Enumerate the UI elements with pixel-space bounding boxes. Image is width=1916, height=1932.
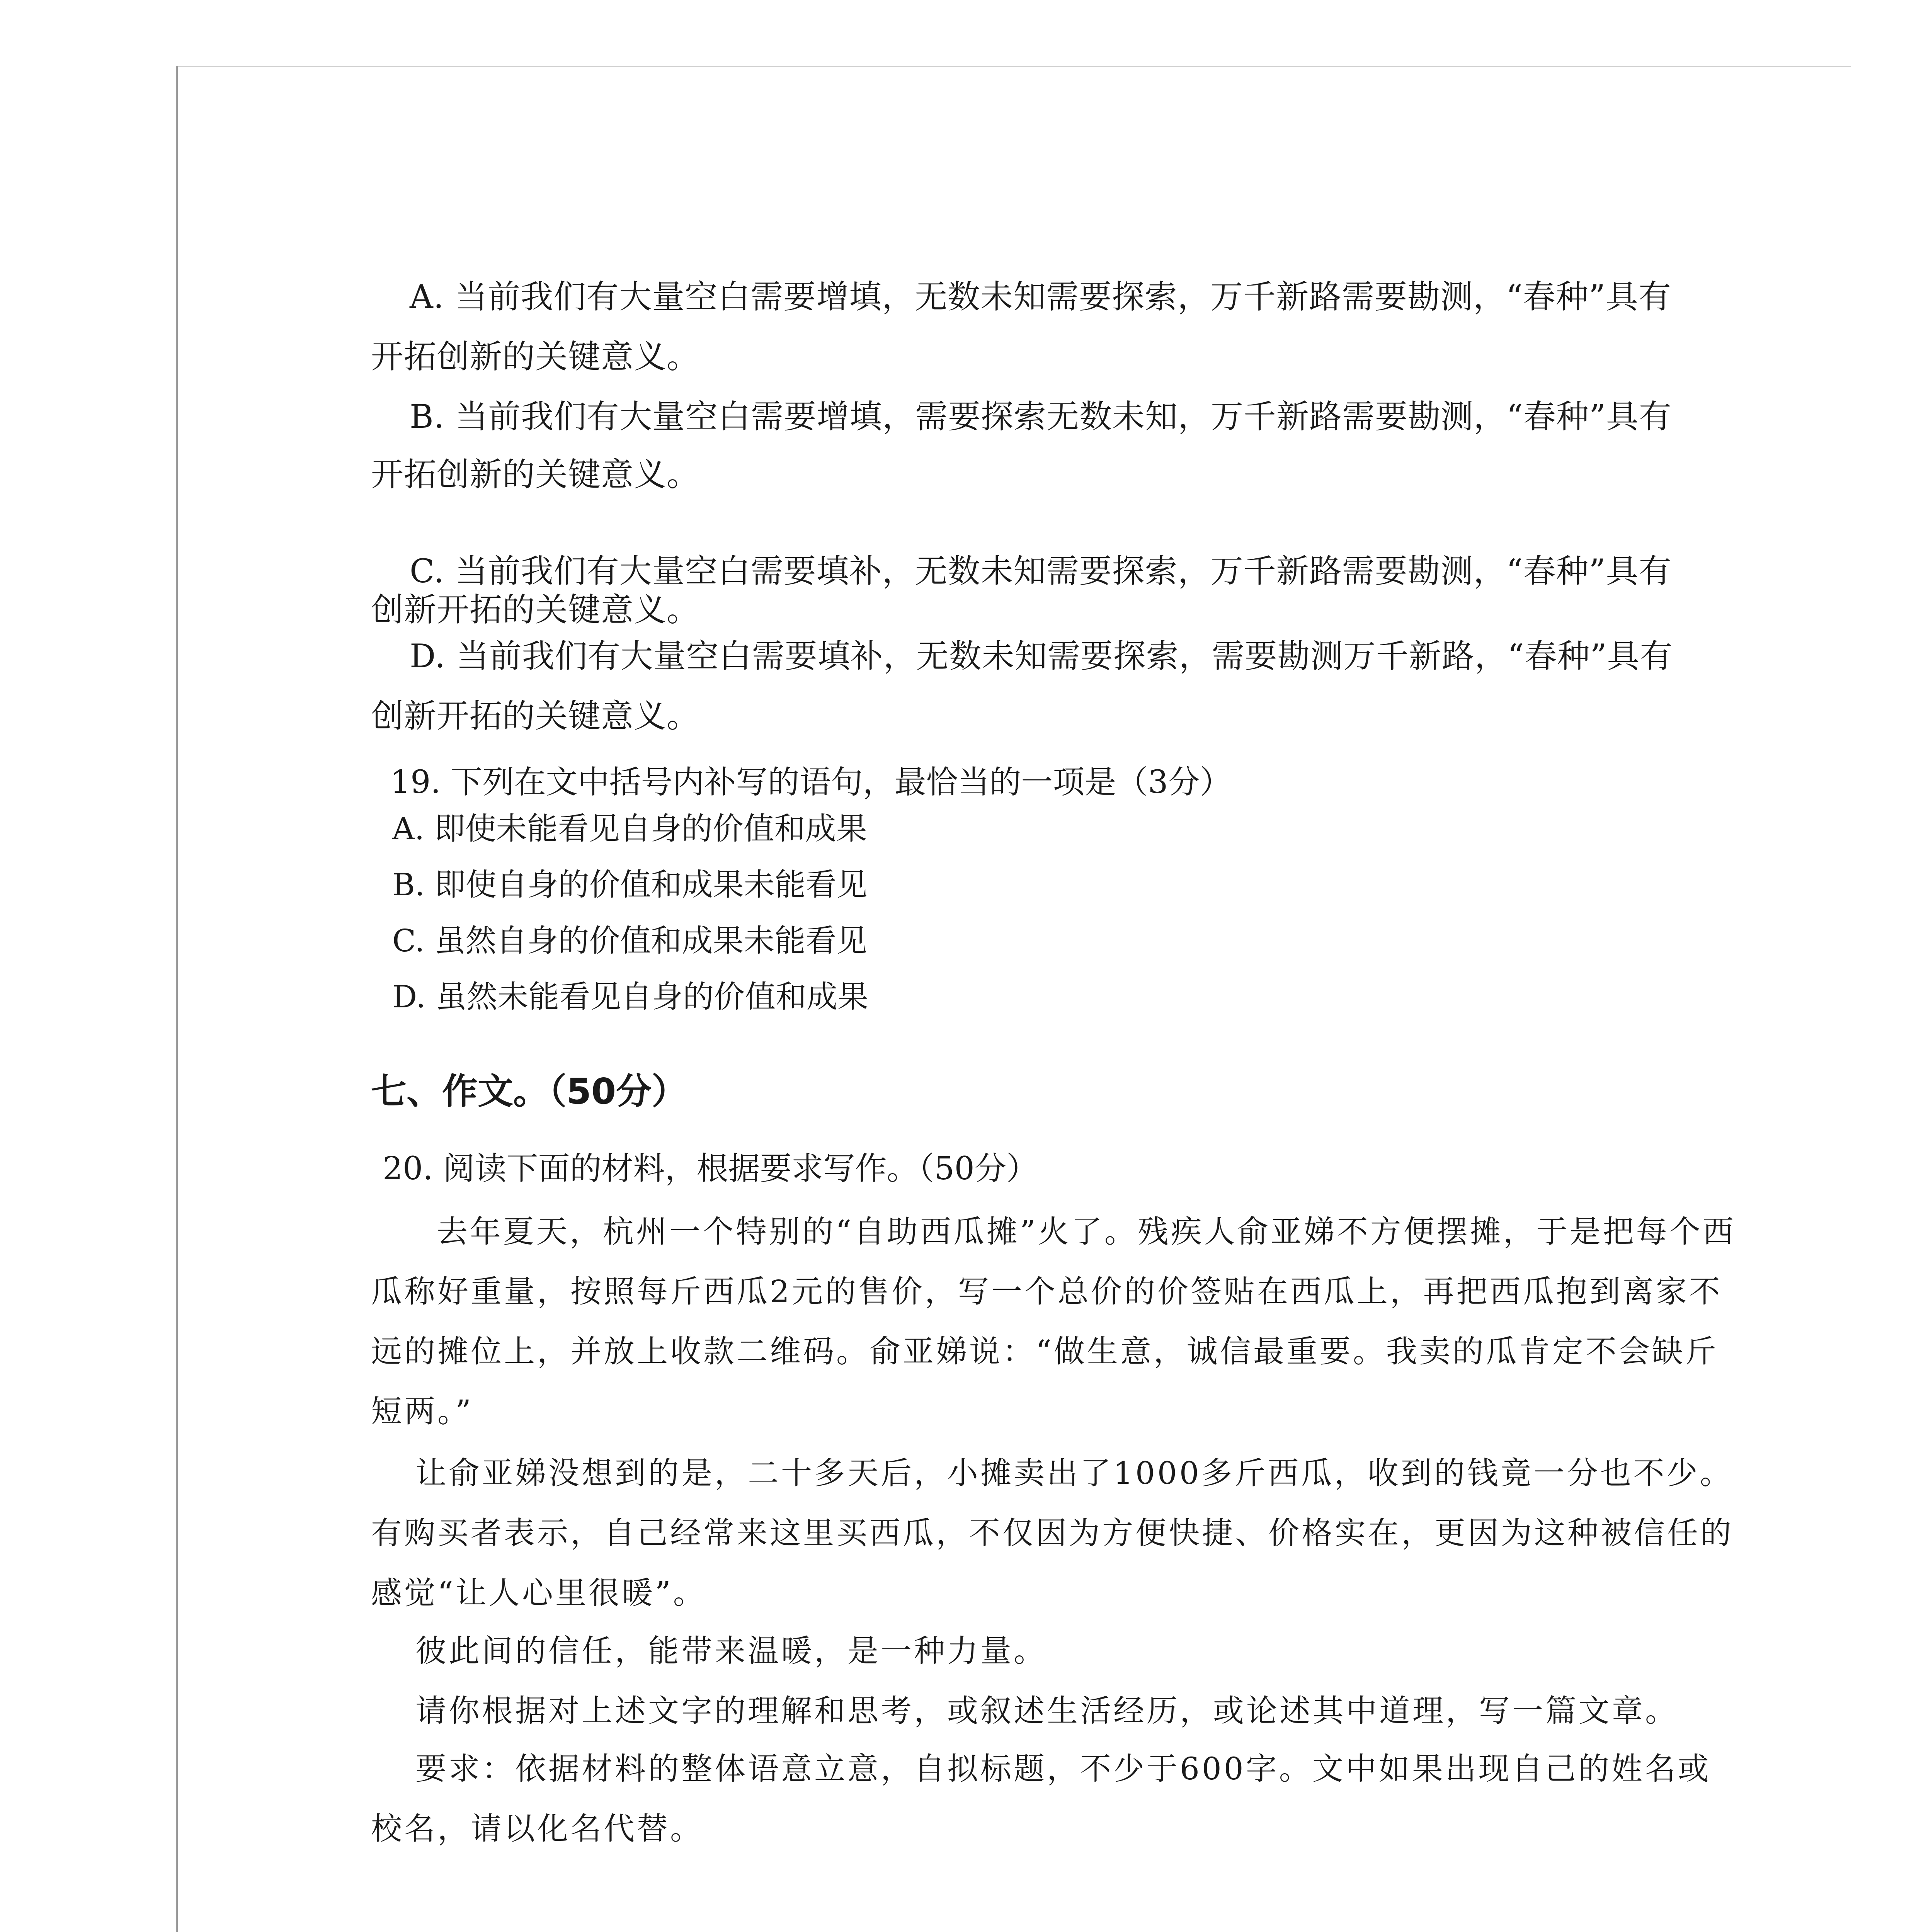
q19-option-d: D. 虽然未能看见自身的价值和成果 <box>392 979 869 1015</box>
q19-option-c: C. 虽然自身的价值和成果未能看见 <box>392 923 868 959</box>
q18-option-a-line1: A. 当前我们有大量空白需要增填，无数未知需要探索，万千新路需要勘测，“春种”具有 <box>410 278 1671 316</box>
passage-paragraph-4: 请你根据对上述文字的理解和思考，或叙述生活经历，或论述其中道理，写一篇文章。 <box>415 1693 1678 1729</box>
q18-option-c-line1: C. 当前我们有大量空白需要填补，无数未知需要探索，万千新路需要勘测，“春种”具有 <box>410 552 1672 590</box>
passage-paragraph-3: 彼此间的信任，能带来温暖，是一种力量。 <box>415 1633 1047 1669</box>
q18-option-b-line1: B. 当前我们有大量空白需要增填，需要探索无数未知，万千新路需要勘测，“春种”具有 <box>410 398 1672 435</box>
q20-stem: 20. 阅读下面的材料，根据要求写作。（50分） <box>383 1150 1038 1187</box>
passage-paragraph-5: 要求：依据材料的整体语意立意，自拟标题，不少于600字。文中如果出现自己的姓名或校名，请以化名代替。 <box>371 1751 1711 1847</box>
section-title: 七、作文。（50分） <box>371 1071 687 1112</box>
q19-option-b: B. 即使自身的价值和成果未能看见 <box>392 867 868 903</box>
q19-option-a: A. 即使未能看见自身的价值和成果 <box>392 811 867 847</box>
q18-option-d-line2: 创新开拓的关键意义。 <box>371 697 700 735</box>
passage-paragraph-2: 让俞亚娣没想到的是，二十多天后，小摊卖出了1000多斤西瓜，收到的钱竟一分也不少。有购买者表示，自己经常来这里买西瓜，不仅因为方便快捷、价格实在，更因为这种被信任的感觉“让人心里很暖”。 <box>371 1455 1734 1611</box>
q18-option-d-line1: D. 当前我们有大量空白需要填补，无数未知需要探索，需要勘测万千新路，“春种”具有 <box>410 637 1673 675</box>
q18-option-b-line2: 开拓创新的关键意义。 <box>371 456 700 493</box>
passage-paragraph-1: 去年夏天，杭州一个特别的“自助西瓜摊”火了。残疾人俞亚娣不方便摆摊，于是把每个西瓜称好重量，按照每斤西瓜2元的售价，写一个总价的价签贴在西瓜上，再把西瓜抱到离家不远的摊位上，并放上收款二维码。俞亚娣说：“做生意，诚信最重要。我卖的瓜肯定不会缺斤短两。” <box>371 1214 1736 1429</box>
q19-stem: 19. 下列在文中括号内补写的语句，最恰当的一项是（3分） <box>390 764 1232 801</box>
q18-option-a-line2: 开拓创新的关键意义。 <box>371 338 700 376</box>
q18-option-c-line2: 创新开拓的关键意义。 <box>371 591 700 629</box>
